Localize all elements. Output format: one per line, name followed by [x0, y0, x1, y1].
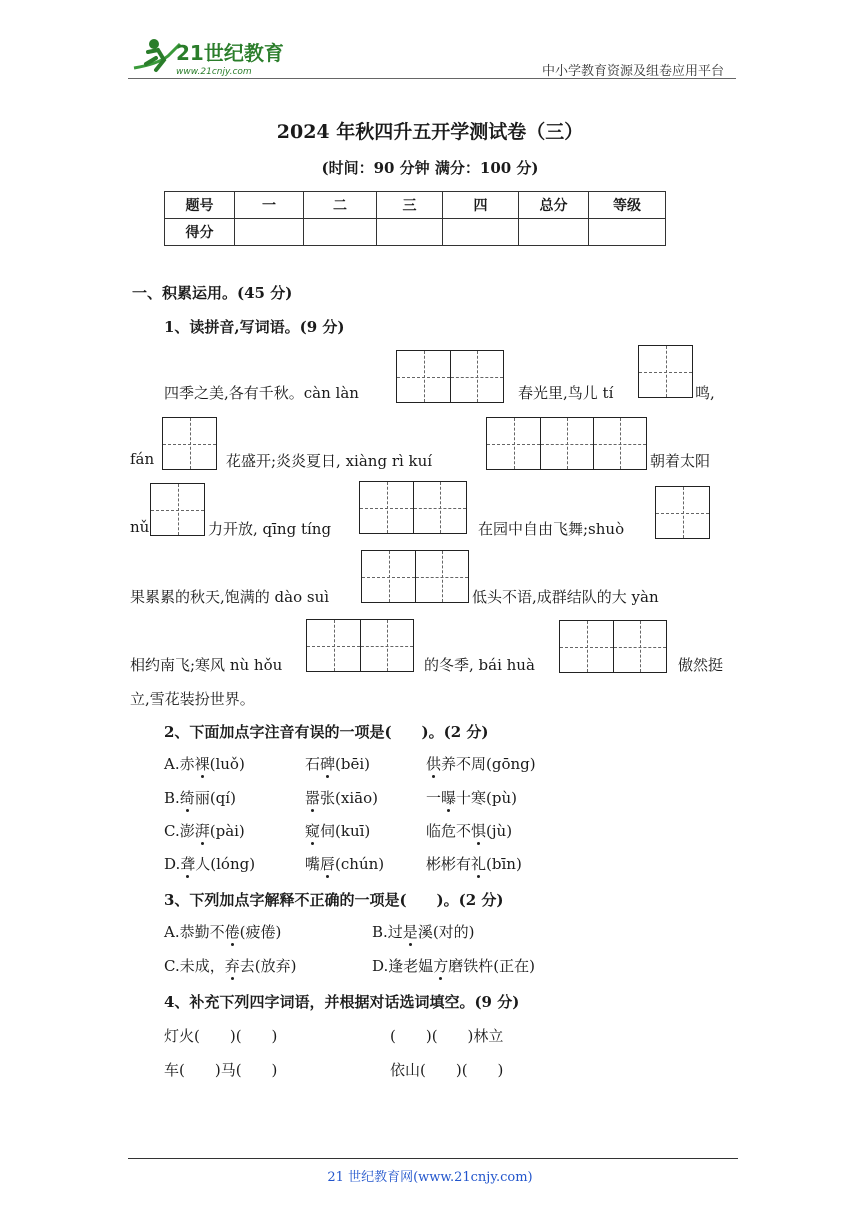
pinyin-answer-box[interactable]	[361, 550, 469, 603]
q2-option: 嚣张(xiāo)	[305, 789, 378, 807]
q1-text: 相约南飞;寒风 nù hǒu	[130, 656, 283, 674]
page-title: 2024 年秋四升五开学测试卷（三）	[276, 121, 584, 143]
q4-idiom-blank[interactable]: 车( )马( )	[164, 1061, 278, 1079]
q2-option: A.赤裸(luǒ)	[164, 755, 245, 773]
q4-idiom-blank[interactable]: 灯火( )( )	[164, 1027, 278, 1045]
pinyin-answer-box[interactable]	[359, 481, 467, 534]
logo-text: 21世纪教育	[176, 41, 284, 65]
question-2-heading: 2、下面加点字注音有误的一项是( )。(2 分)	[164, 723, 489, 741]
score-input-cell[interactable]	[589, 219, 666, 246]
pinyin-answer-box[interactable]	[396, 350, 504, 403]
header-divider	[128, 78, 736, 79]
q1-text: 力开放, qīng tíng	[208, 520, 332, 538]
pinyin-answer-box[interactable]	[559, 620, 667, 673]
q1-text: 低头不语,成群结队的大 yàn	[472, 588, 659, 606]
q1-text: 四季之美,各有千秋。càn làn	[164, 384, 359, 402]
score-input-cell[interactable]	[304, 219, 377, 246]
q1-text: fán	[130, 450, 155, 468]
score-input-cell[interactable]	[519, 219, 589, 246]
question-4-heading: 4、补充下列四字词语，并根据对话选词填空。(9 分)	[164, 993, 520, 1011]
question-1-heading: 1、读拼音,写词语。(9 分)	[164, 318, 345, 336]
pinyin-answer-box[interactable]	[306, 619, 414, 672]
pinyin-answer-box[interactable]	[162, 417, 217, 470]
score-input-cell[interactable]	[235, 219, 304, 246]
question-3-heading: 3、下列加点字解释不正确的一项是( )。(2 分)	[164, 891, 504, 909]
score-input-cell[interactable]	[377, 219, 443, 246]
score-table-header-cell: 总分	[519, 192, 589, 219]
score-table-header-cell: 一	[235, 192, 304, 219]
exam-info: (时间：90 分钟 满分：100 分)	[321, 159, 539, 177]
score-table-header-cell: 二	[304, 192, 377, 219]
q2-option: B.绮丽(qí)	[164, 789, 236, 807]
q4-idiom-blank[interactable]: 依山( )( )	[390, 1061, 504, 1079]
score-table-header-cell: 三	[377, 192, 443, 219]
q2-option: 供养不周(gōng)	[426, 755, 536, 773]
score-input-cell[interactable]	[443, 219, 519, 246]
q1-text: 鸣,	[695, 384, 715, 402]
q2-option: C.澎湃(pài)	[164, 822, 245, 840]
q1-text: 春光里,鸟儿 tí	[518, 384, 614, 402]
logo-url: www.21cnjy.com	[176, 67, 252, 77]
footer-divider	[128, 1158, 738, 1159]
q1-text: 花盛开;炎炎夏日, xiàng rì kuí	[226, 452, 433, 470]
q3-option: A.恭勤不倦(疲倦)	[164, 923, 282, 941]
pinyin-answer-box[interactable]	[655, 486, 710, 539]
q2-option: 嘴唇(chún)	[305, 855, 385, 873]
q1-text: 在园中自由飞舞;shuò	[478, 520, 625, 538]
q1-text: 立,雪花装扮世界。	[130, 690, 255, 708]
q2-option: D.聋人(lóng)	[164, 855, 256, 873]
q1-text: 的冬季, bái huà	[424, 656, 535, 674]
score-table-score-row	[165, 219, 666, 246]
pinyin-answer-box[interactable]	[638, 345, 693, 398]
q4-idiom-blank[interactable]: ( )( )林立	[390, 1027, 504, 1045]
score-table-header-cell: 等级	[589, 192, 666, 219]
site-logo	[128, 34, 288, 78]
q3-option: B.过是溪(对的)	[372, 923, 475, 941]
q1-text: 果累累的秋天,饱满的 dào suì	[130, 588, 330, 606]
pinyin-answer-box[interactable]	[486, 417, 647, 470]
section-1-heading: 一、积累运用。(45 分)	[132, 284, 293, 302]
q2-option: 彬彬有礼(bīn)	[426, 855, 522, 873]
pinyin-answer-box[interactable]	[150, 483, 205, 536]
score-table-header-row	[165, 192, 666, 219]
score-table	[164, 191, 666, 246]
q2-option: 石碑(bēi)	[305, 755, 371, 773]
score-row-label: 得分	[165, 219, 235, 246]
q2-option: 一曝十寒(pù)	[426, 789, 517, 807]
q2-option: 临危不惧(jù)	[426, 822, 513, 840]
q3-option: D.逢老媪方磨铁杵(正在)	[372, 957, 535, 975]
q1-text: 朝着太阳	[650, 452, 711, 470]
q2-option: 窥伺(kuī)	[305, 822, 371, 840]
q3-option: C.未成，弃去(放弃)	[164, 957, 297, 975]
q1-text: 傲然挺	[678, 656, 724, 674]
header-platform-text: 中小学教育资源及组卷应用平台	[541, 64, 724, 79]
q1-text: nǔ	[130, 518, 150, 536]
score-table-header-cell: 题号	[165, 192, 235, 219]
score-table-header-cell: 四	[443, 192, 519, 219]
footer-link[interactable]: 21 世纪教育网(www.21cnjy.com)	[327, 1170, 533, 1185]
